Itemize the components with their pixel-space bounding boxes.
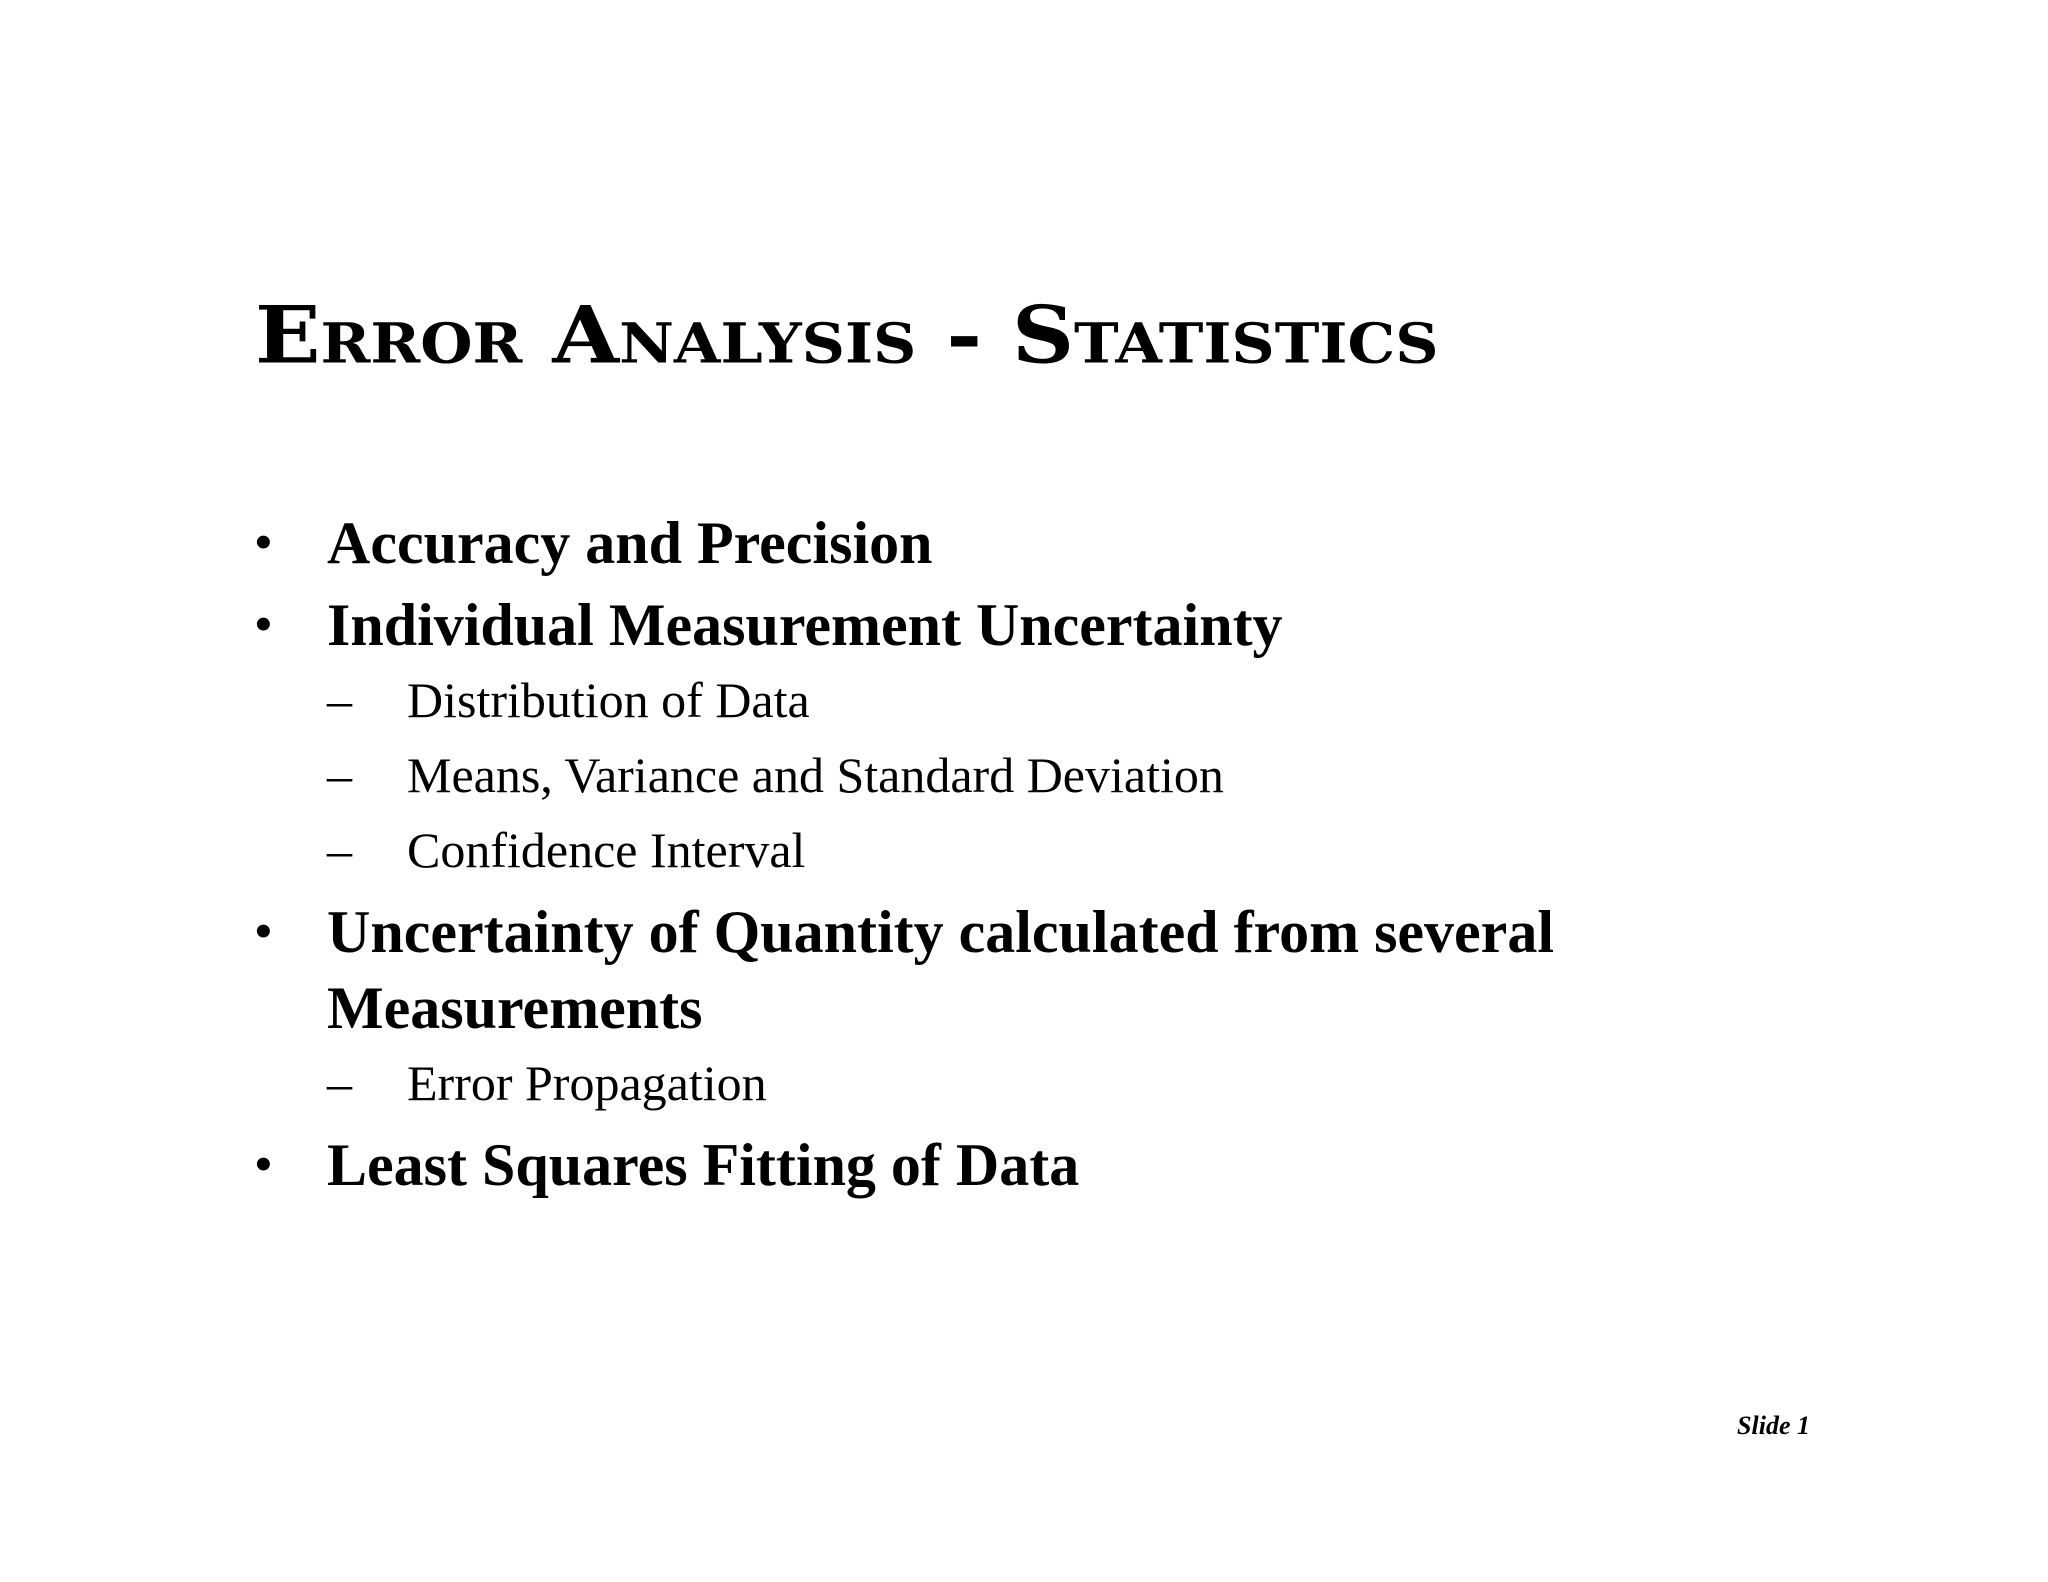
sub-text: Error Propagation — [407, 1055, 767, 1111]
sub-item — [327, 1046, 1747, 1121]
sub-text: Confidence Interval — [407, 822, 806, 878]
sub-list — [327, 1046, 1747, 1121]
dash-icon: – — [327, 1055, 352, 1111]
bullet-text: Individual Measurement Uncertainty — [327, 592, 1283, 658]
bullet-text: Accuracy and Precision — [327, 510, 933, 576]
sub-text: Means, Variance and Standard Deviation — [407, 747, 1224, 803]
bullet-dot-icon: • — [255, 516, 272, 569]
bullet-item — [255, 505, 1747, 581]
bullet-item — [255, 894, 1747, 1121]
bullet-text: Uncertainty of Quantity calculated from several Measurements — [327, 899, 1554, 1041]
bullet-dot-icon: • — [255, 1138, 272, 1191]
sub-item — [327, 663, 1747, 738]
sub-text: Distribution of Data — [407, 672, 810, 728]
bullet-item — [255, 587, 1747, 888]
bullet-list — [255, 505, 1747, 1203]
sub-item — [327, 738, 1747, 813]
bullet-dot-icon: • — [255, 598, 272, 651]
sub-item — [327, 813, 1747, 888]
dash-icon: – — [327, 747, 352, 803]
bullet-item — [255, 1127, 1747, 1203]
dash-icon: – — [327, 672, 352, 728]
sub-list — [327, 663, 1747, 888]
slide-title: Error Analysis - Statistics — [255, 289, 1439, 382]
bullet-text: Least Squares Fitting of Data — [327, 1132, 1080, 1198]
bullet-dot-icon: • — [255, 905, 272, 958]
dash-icon: – — [327, 822, 352, 878]
slide-number: Slide 1 — [1737, 1411, 1810, 1440]
